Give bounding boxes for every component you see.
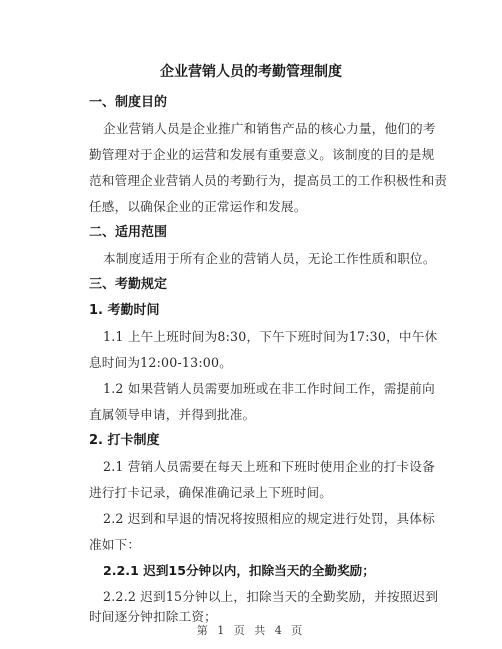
paragraph-line: 2.2.2 迟到15分钟以上，扣除当天的全勤奖励，并按照迟到 <box>103 589 439 604</box>
section-heading-rules: 三、考勤规定 <box>89 277 168 292</box>
paragraph-line-bold: 2.2.1 迟到15分钟以内，扣除当天的全勤奖励； <box>103 563 375 578</box>
paragraph-line: 准如下： <box>89 537 141 552</box>
subsection-heading-attendance-time: 1. 考勤时间 <box>89 303 160 318</box>
paragraph-line: 范和管理企业营销人员的考勤行为，提高员工的工作积极性和责 <box>89 173 448 188</box>
paragraph-line: 时间逐分钟扣除工资； <box>89 609 217 624</box>
paragraph-line: 本制度适用于所有企业的营销人员，无论工作性质和职位。 <box>103 251 436 266</box>
subsection-heading-clock-in: 2. 打卡制度 <box>89 433 160 448</box>
paragraph-line: 息时间为12:00-13:00。 <box>89 355 233 370</box>
section-heading-purpose: 一、制度目的 <box>89 95 168 110</box>
paragraph-line: 2.2 迟到和早退的情况将按照相应的规定进行处罚，具体标 <box>103 511 435 526</box>
paragraph-line: 1.2 如果营销人员需要加班或在非工作时间工作，需提前向 <box>103 381 435 396</box>
paragraph-line: 2.1 营销人员需要在每天上班和下班时使用企业的打卡设备 <box>103 459 435 474</box>
page-footer: 第 1 页 共 4 页 <box>196 624 306 637</box>
paragraph-line: 直属领导申请，并得到批准。 <box>89 407 256 422</box>
paragraph-line: 1.1 上午上班时间为8:30，下午下班时间为17:30，中午休 <box>103 329 438 344</box>
section-heading-scope: 二、适用范围 <box>89 225 168 240</box>
document-title: 企业营销人员的考勤管理制度 <box>160 64 342 80</box>
paragraph-line: 勤管理对于企业的运营和发展有重要意义。该制度的目的是规 <box>89 147 435 162</box>
paragraph-line: 进行打卡记录，确保准确记录上下班时间。 <box>89 485 333 500</box>
paragraph-line: 企业营销人员是企业推广和销售产品的核心力量，他们的考 <box>103 121 436 136</box>
paragraph-line: 任感，以确保企业的正常运作和发展。 <box>89 199 307 214</box>
